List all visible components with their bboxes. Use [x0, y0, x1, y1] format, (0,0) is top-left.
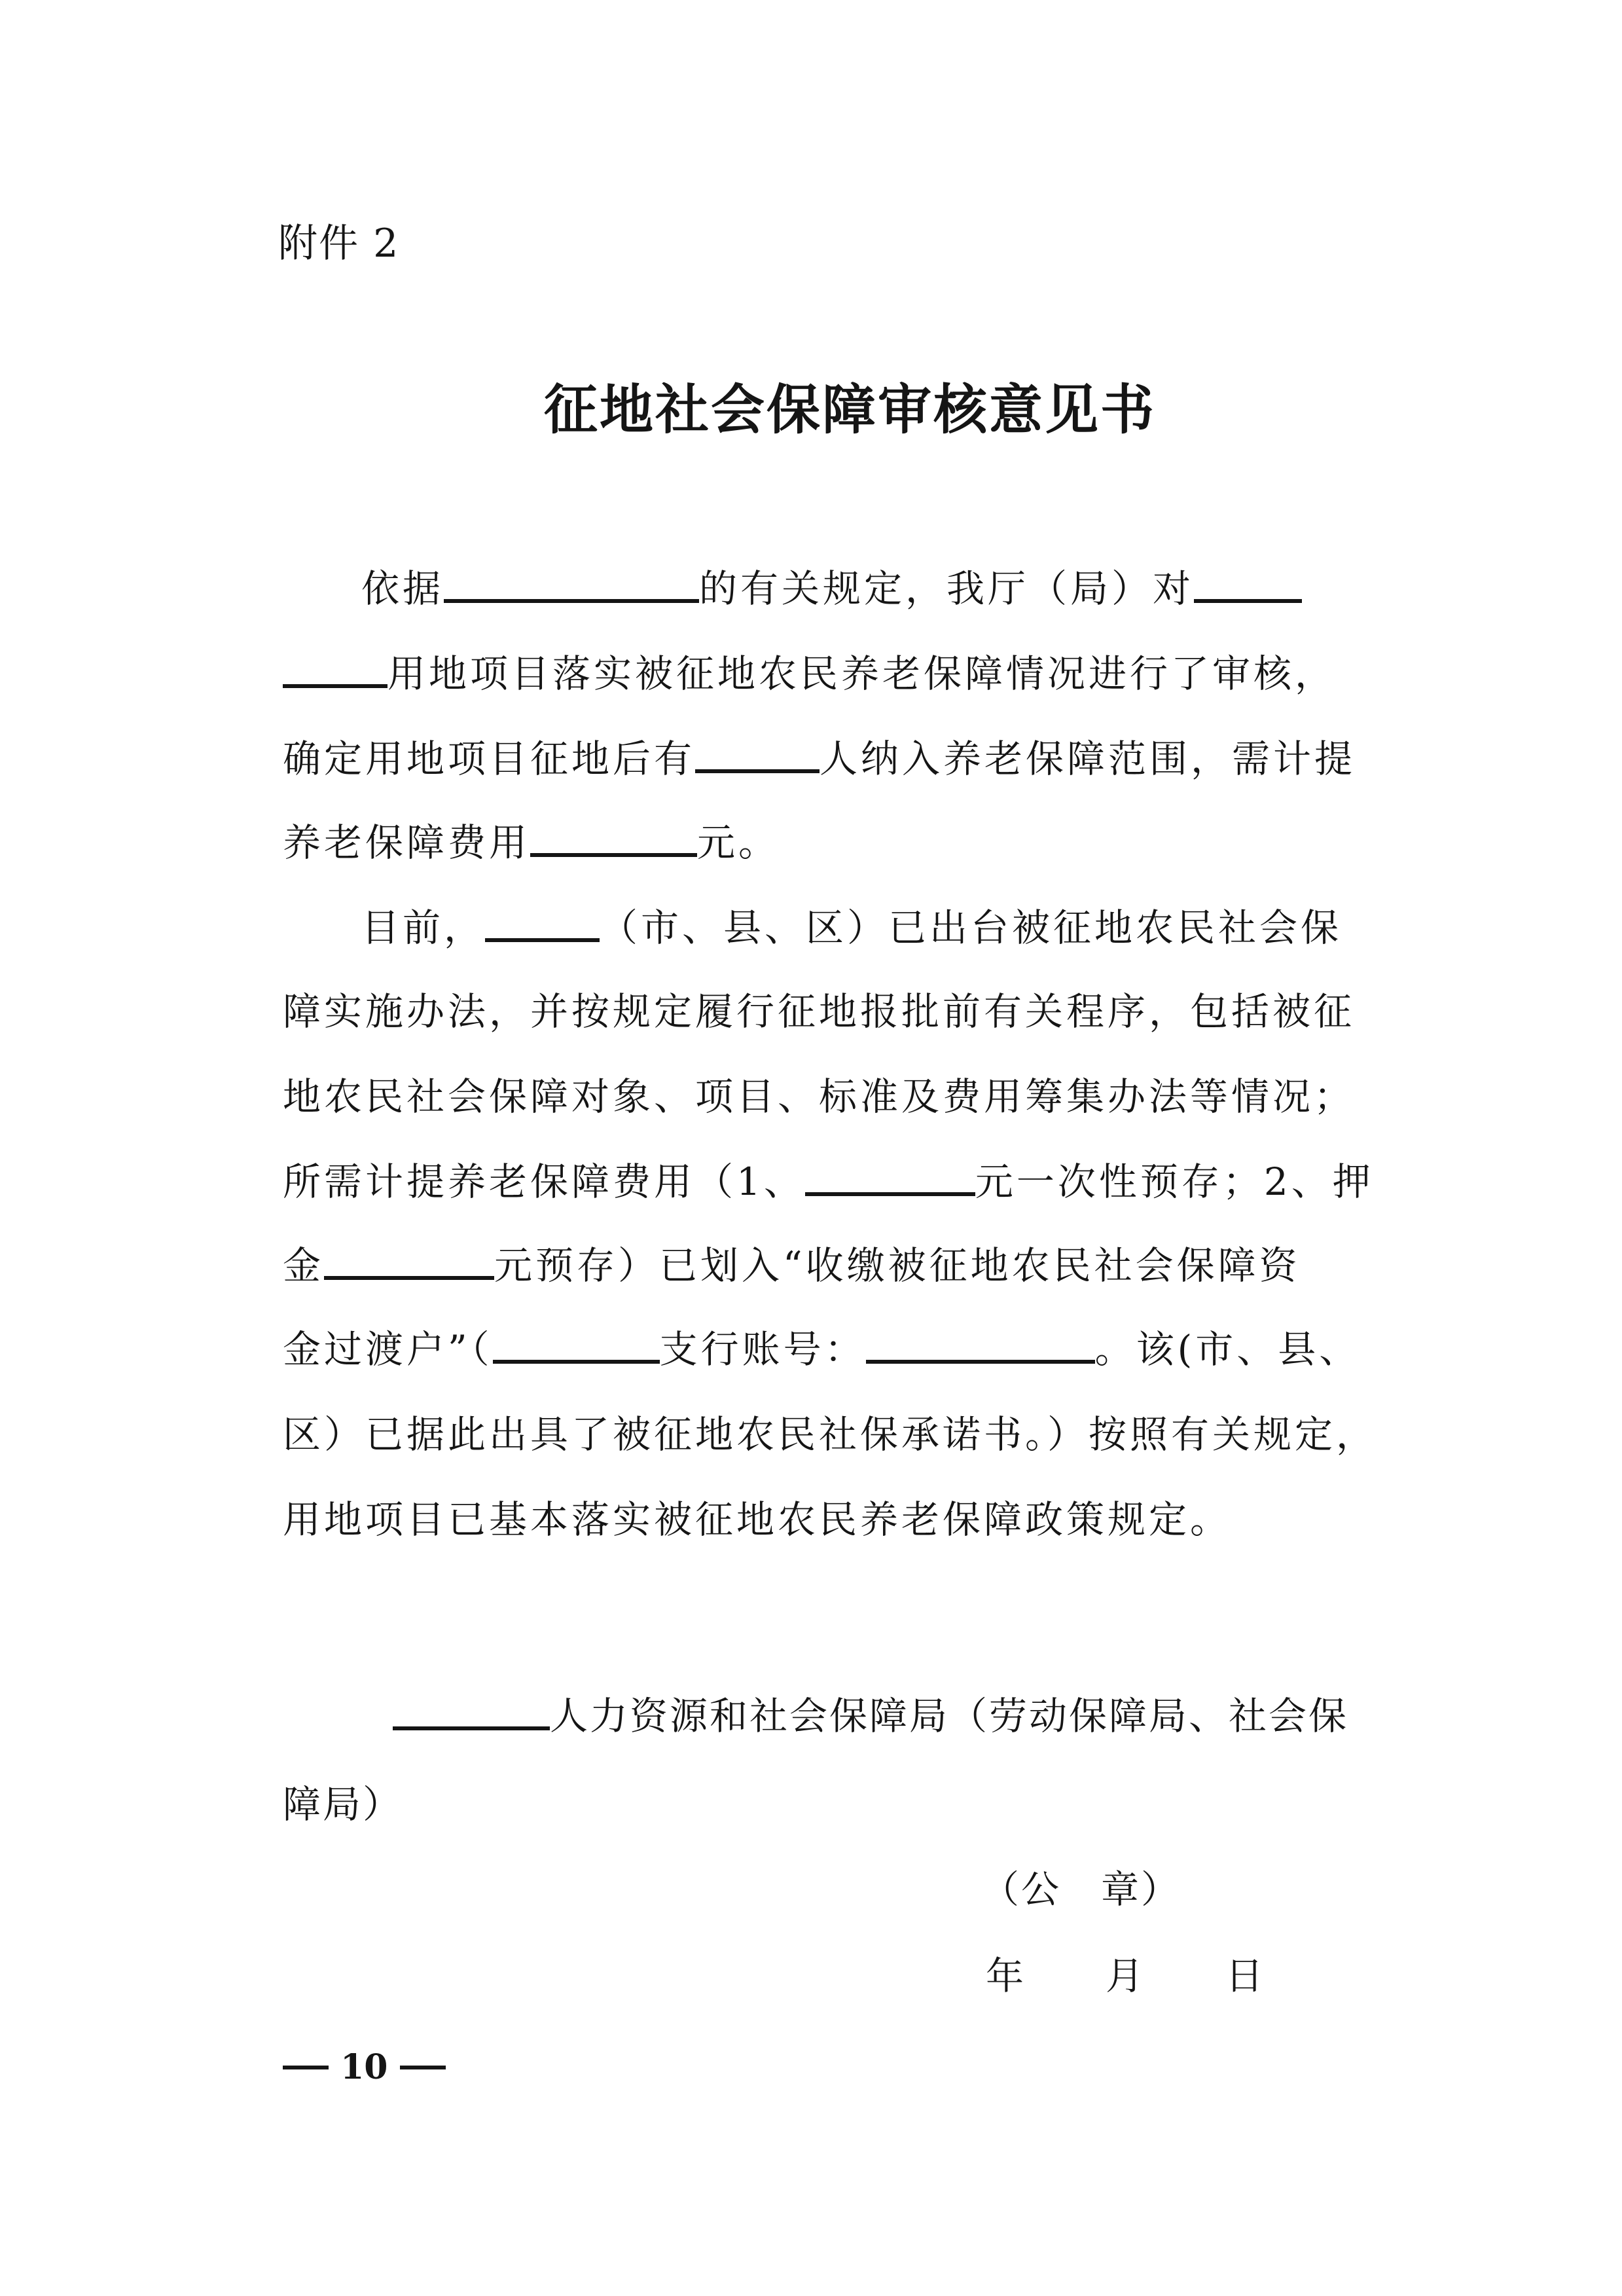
- fill-blank-org-name: [393, 1726, 550, 1730]
- paragraph2-line2: 障实施办法，并按规定履行征地报批前有关程序，包括被征: [283, 989, 1356, 1034]
- dash-right: [400, 2066, 446, 2069]
- fill-blank-prepay-amount: [805, 1192, 975, 1196]
- page-number-value: 10: [340, 2047, 388, 2087]
- text-segment: 确定用地项目征地后有: [283, 737, 696, 781]
- paragraph2-line1: [361, 905, 1343, 950]
- fill-blank-project: [1194, 599, 1302, 603]
- dash-left: [283, 2066, 329, 2069]
- official-seal-label: （公 章）: [981, 1867, 1181, 1912]
- text-segment: 人纳入养老保障范围，需计提: [820, 737, 1356, 781]
- signature-organization: [393, 1694, 1349, 1738]
- text-segment: 人力资源和社会保障局（劳动保障局、社会保: [550, 1694, 1349, 1738]
- fill-blank-account-number: [866, 1360, 1095, 1364]
- text-segment: 支行账号：: [659, 1327, 866, 1372]
- paragraph2-line4: [283, 1159, 1374, 1204]
- text-segment: 依据: [361, 566, 444, 611]
- text-segment: 所需计提养老保障费用（1、: [283, 1159, 805, 1204]
- signature-organization-cont: 障局）: [283, 1782, 403, 1827]
- date-line: 年 月 日: [986, 1954, 1266, 1998]
- text-segment: 元一次性预存；2、押: [975, 1159, 1374, 1204]
- text-segment: 养老保障费用: [283, 820, 531, 865]
- paragraph2-line6: [283, 1327, 1361, 1372]
- document-title: 征地社会保障审核意见书: [544, 378, 1157, 441]
- fill-blank-fee-amount: [530, 853, 697, 857]
- text-segment: 金: [283, 1243, 325, 1288]
- fill-blank-deposit-amount: [324, 1276, 494, 1280]
- paragraph2-line5: [283, 1243, 1301, 1288]
- text-segment: 元预存）已划入“收缴被征地农民社会保障资: [494, 1243, 1301, 1288]
- text-segment: 金过渡户”（: [283, 1327, 493, 1372]
- text-segment: 元。: [697, 820, 780, 865]
- paragraph2-line3: 地农民社会保障对象、项目、标准及费用筹集办法等情况；: [283, 1074, 1356, 1119]
- page-number: [283, 2047, 446, 2087]
- paragraph1-line2: [283, 651, 1337, 696]
- text-segment: 的有关规定，我厅（局）对: [699, 566, 1195, 611]
- fill-blank-region: [485, 938, 600, 942]
- attachment-label: 附件 2: [278, 221, 400, 266]
- text-segment: 。该(市、县、: [1094, 1327, 1361, 1372]
- fill-blank-regulation: [444, 599, 699, 603]
- paragraph2-line8: 用地项目已基本落实被征地农民养老保障政策规定。: [283, 1497, 1232, 1542]
- fill-blank-project-cont: [283, 684, 387, 688]
- paragraph1-line1: [361, 566, 1302, 611]
- text-segment: 用地项目落实被征地农民养老保障情况进行了审核，: [387, 651, 1337, 696]
- fill-blank-bank-branch: [493, 1360, 660, 1364]
- fill-blank-person-count: [695, 769, 820, 773]
- paragraph2-line7: 区）已据此出具了被征地农民社保承诺书。）按照有关规定，: [283, 1412, 1378, 1457]
- paragraph1-line4: [283, 820, 780, 865]
- text-segment: （市、县、区）已出台被征地农民社会保: [600, 905, 1343, 950]
- text-segment: 目前，: [361, 905, 486, 950]
- paragraph1-line3: [283, 737, 1356, 781]
